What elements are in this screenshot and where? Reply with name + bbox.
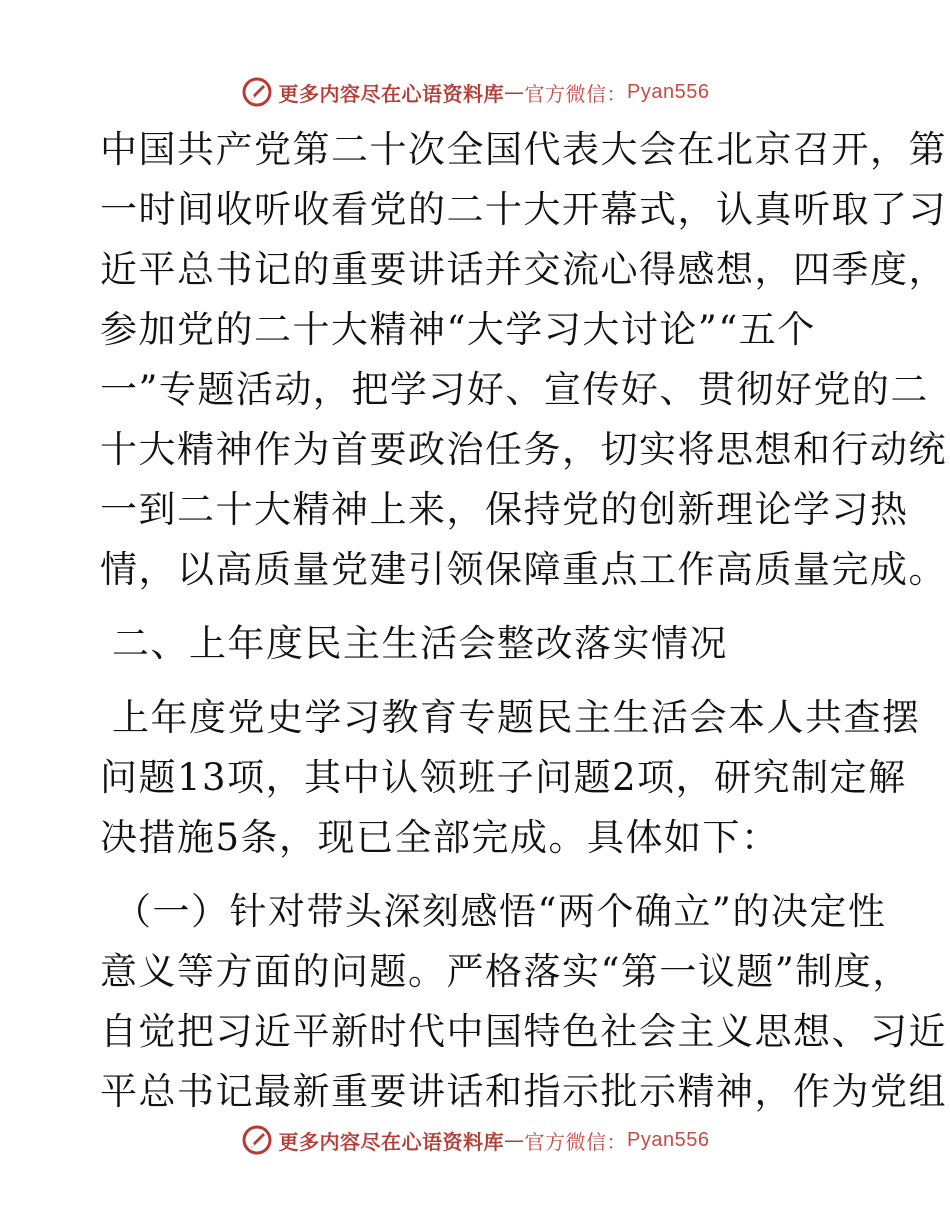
section-heading: 二、上年度民主生活会整改落实情况 [112, 622, 728, 665]
banner-slogan: 更多内容尽在心语资料库 [278, 1129, 505, 1154]
spacer [100, 674, 860, 688]
paragraph-2 [100, 688, 921, 868]
text-line: 自觉把习近平新时代中国特色社会主义思想、习近 [100, 1010, 947, 1053]
banner-wechat-label: 官方微信： [524, 81, 628, 106]
text-line: 中国共产党第二十次全国代表大会在北京召开，第 [100, 128, 947, 171]
quill-seal-icon [241, 1124, 273, 1156]
text-line: 平总书记最新重要讲话和指示批示精神，作为党组 [100, 1070, 947, 1113]
text-line: 情，以高质量党建引领保障重点工作高质量完成。 [100, 548, 947, 591]
banner-separator: — [504, 1128, 525, 1152]
text-line: 上年度党史学习教育专题民主生活会本人共查摆 [112, 696, 921, 739]
header-banner [0, 72, 950, 112]
document-body [100, 120, 947, 1122]
text-line: 近平总书记的重要讲话并交流心得感想，四季度， [100, 248, 947, 291]
text-line: 参加党的二十大精神“大学习大讨论”“五个 [100, 308, 816, 351]
text-line: （一）针对带头深刻感悟“两个确立”的决定性 [114, 890, 887, 933]
paragraph-3 [100, 882, 947, 1122]
paragraph-1 [100, 120, 947, 600]
text-line: 一时间收听收看党的二十大开幕式，认真听取了习 [100, 188, 947, 231]
banner-separator: — [504, 80, 525, 104]
text-line: 十大精神作为首要政治任务，切实将思想和行动统 [100, 428, 947, 471]
text-line: 问题13项，其中认领班子问题2项，研究制定解 [100, 756, 907, 799]
text-line: 一到二十大精神上来，保持党的创新理论学习热 [100, 488, 909, 531]
banner-slogan: 更多内容尽在心语资料库 [278, 81, 505, 106]
banner-wechat-label: 官方微信： [524, 1129, 628, 1154]
footer-banner [0, 1120, 950, 1160]
text-line: 一”专题活动，把学习好、宣传好、贯彻好党的二 [100, 368, 929, 411]
banner-wechat-id: Pyan556 [627, 1128, 710, 1151]
quill-seal-icon [241, 76, 273, 108]
banner-wechat-id: Pyan556 [627, 80, 710, 103]
spacer [100, 868, 860, 882]
text-line: 意义等方面的问题。严格落实“第一议题”制度， [100, 950, 911, 993]
text-line: 决措施5条，现已全部完成。具体如下： [100, 816, 780, 859]
spacer [100, 600, 860, 614]
